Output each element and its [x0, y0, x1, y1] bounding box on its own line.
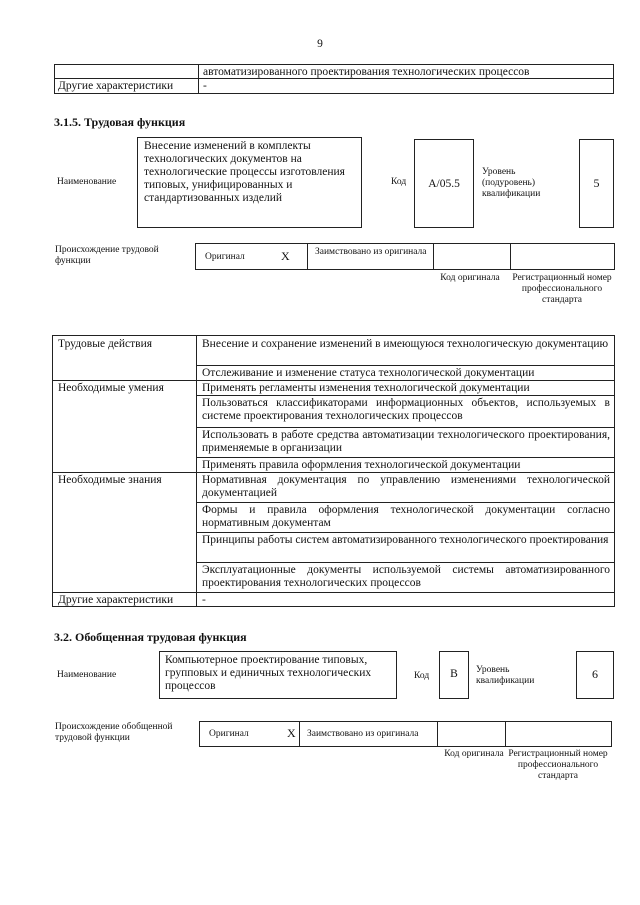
- top-table-row1-value: автоматизированного проектирования технологических процессов: [203, 66, 530, 78]
- name-label-32: Наименование: [57, 670, 117, 680]
- knowledge-item: Эксплуатационные документы используемой системы автоматизированного проектирования технологических процессов: [202, 564, 610, 589]
- origin-label-315: Происхождение трудовой функции: [55, 245, 159, 266]
- group-label-knowledge: Необходимые знания: [58, 474, 162, 486]
- original-mark-315: X: [281, 249, 290, 263]
- reg-number-caption-32: Регистрационный номер профессионального стандарта: [508, 749, 608, 781]
- original-label-32: Оригинал: [209, 729, 249, 739]
- group-label-skills: Необходимые умения: [58, 382, 164, 394]
- skill-item: Использовать в работе средства автоматизации технологического проектирования, применяемые в организации: [202, 429, 610, 454]
- action-item: Отслеживание и изменение статуса технологической документации: [202, 367, 535, 379]
- details-table: [52, 335, 615, 607]
- name-value-315: Внесение изменений в комплекты технологических документов на технологические процессы изготовления типовых, унифицированных и стандартизованных изделий: [137, 137, 362, 228]
- knowledge-item: Принципы работы систем автоматизированного технологического проектирования: [202, 534, 609, 546]
- section-heading-315: 3.1.5. Трудовая функция: [54, 115, 186, 129]
- origin-table-32: [199, 721, 612, 747]
- section-heading-32: 3.2. Обобщенная трудовая функция: [54, 630, 247, 644]
- original-mark-32: X: [287, 726, 296, 740]
- knowledge-item: Формы и правила оформления технологической документации согласно нормативным документам: [202, 504, 610, 529]
- group-label-other: Другие характеристики: [58, 594, 174, 606]
- knowledge-item: Нормативная документация по управлению изменениями технологической документацией: [202, 474, 610, 499]
- skill-item: Применять правила оформления технологической документации: [202, 459, 521, 471]
- name-label-315: Наименование: [57, 177, 117, 187]
- original-label-315: Оригинал: [205, 252, 245, 262]
- borrowed-label-32: Заимствовано из оригинала: [307, 729, 419, 739]
- top-table-row2-value: -: [203, 80, 207, 92]
- name-value-32: Компьютерное проектирование типовых, групповых и единичных технологических процессов: [159, 651, 397, 699]
- level-value-315: 5: [579, 139, 614, 228]
- skill-item: Применять регламенты изменения технологической документации: [202, 382, 530, 394]
- action-item: Внесение и сохранение изменений в имеющуюся технологическую документацию: [202, 338, 609, 350]
- skill-item: Пользоваться классификаторами информационных объектов, используемых в системе проектирования технологических процессов: [202, 397, 610, 422]
- top-table-row2-label: Другие характеристики: [58, 80, 174, 92]
- level-label-32: Уровень квалификации: [476, 665, 535, 686]
- code-original-caption-32: Код оригинала: [444, 749, 504, 759]
- code-value-32: В: [439, 651, 469, 699]
- origin-table-315: [195, 243, 615, 270]
- code-value-315: А/05.5: [414, 139, 474, 228]
- origin-label-32: Происхождение обобщенной трудовой функции: [55, 722, 173, 743]
- other-item: -: [202, 594, 206, 606]
- top-table: [54, 64, 614, 94]
- reg-number-caption-315: Регистрационный номер профессионального стандарта: [512, 273, 612, 305]
- code-label-32: Код: [414, 671, 430, 681]
- group-label-actions: Трудовые действия: [58, 338, 153, 350]
- level-label-315: Уровень (подуровень) квалификации: [482, 167, 541, 199]
- borrowed-label-315: Заимствовано из оригинала: [315, 247, 427, 257]
- page-number: 9: [317, 38, 323, 50]
- code-label-315: Код: [391, 177, 407, 187]
- code-original-caption-315: Код оригинала: [440, 273, 500, 283]
- level-value-32: 6: [576, 651, 614, 699]
